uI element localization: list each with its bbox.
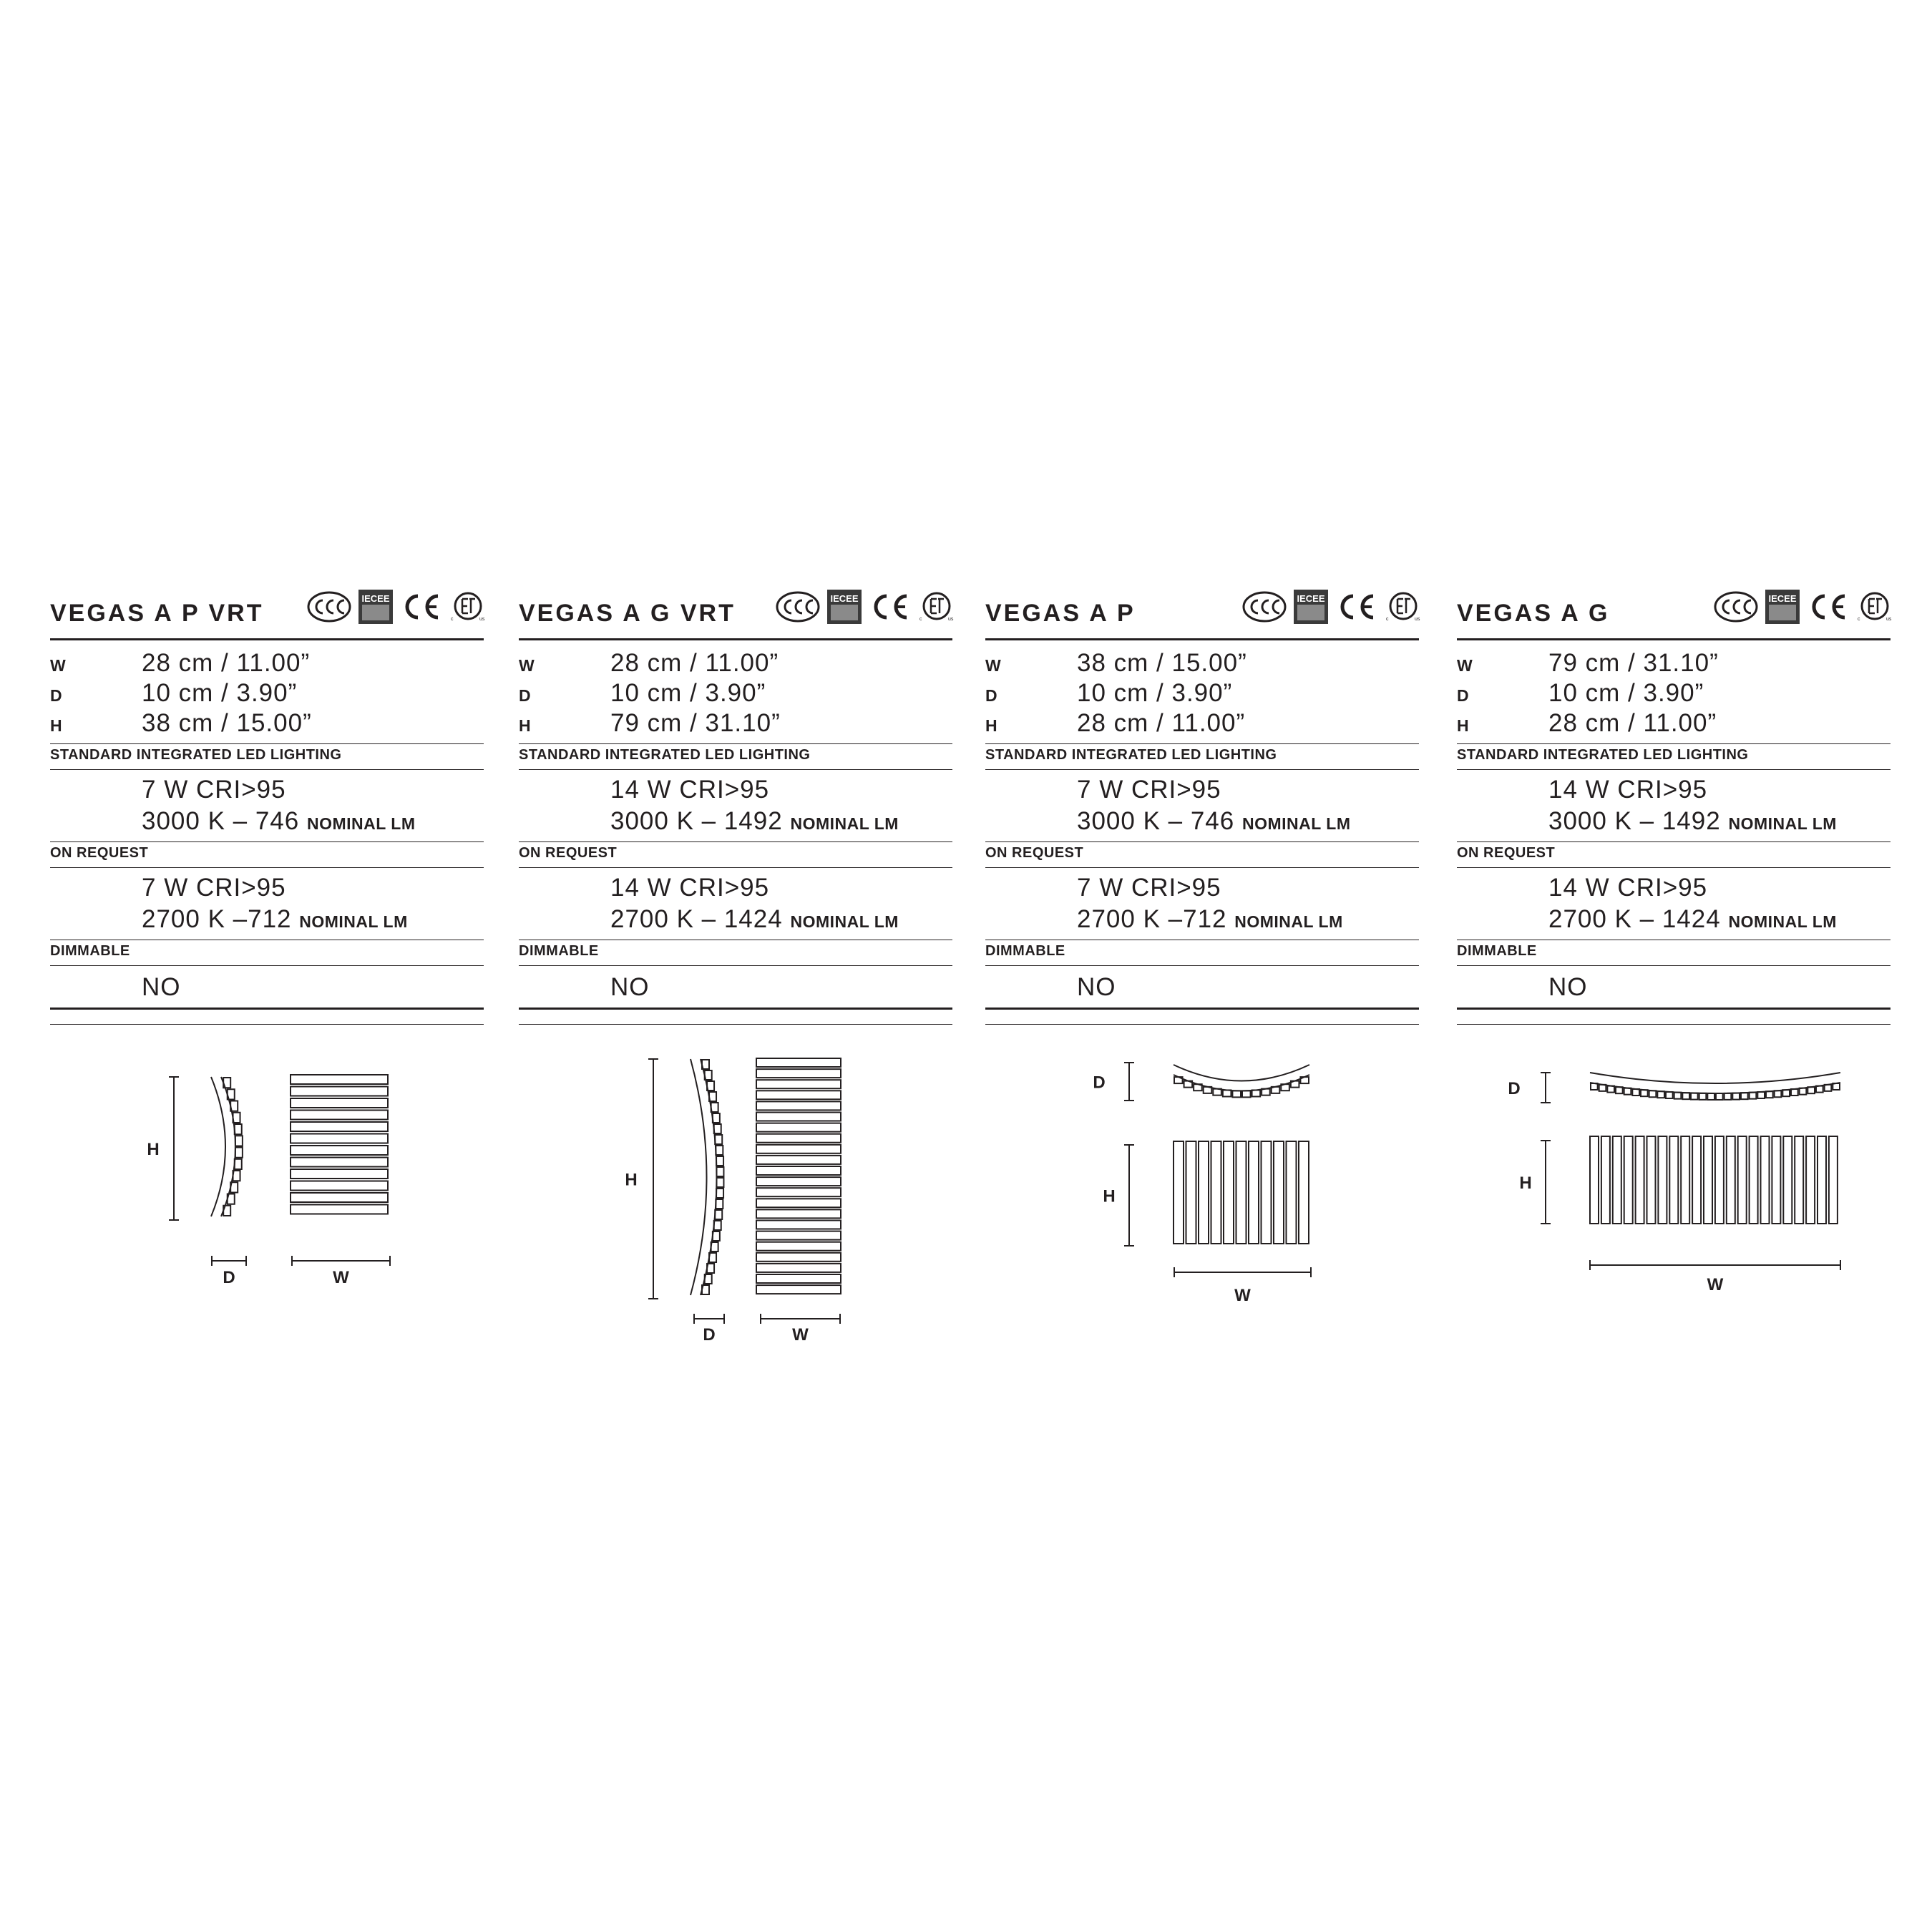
slat: [291, 1087, 388, 1096]
dimension-width: W 79 cm / 31.10”: [1457, 649, 1719, 677]
profile-slat: [235, 1148, 243, 1158]
dimension-label-w: W: [792, 1325, 809, 1345]
profile-slat: [716, 1156, 723, 1166]
lumen-unit: NOMINAL LM: [1728, 912, 1837, 931]
slat: [756, 1069, 841, 1078]
slat: [756, 1199, 841, 1207]
dimension-depth: D 10 cm / 3.90”: [50, 679, 298, 707]
slat: [291, 1169, 388, 1179]
profile-slat: [1707, 1093, 1714, 1100]
slat: [756, 1242, 841, 1251]
profile-slat: [1716, 1093, 1723, 1100]
profile-slat: [1242, 1091, 1251, 1097]
dimension-label-d: D: [703, 1325, 716, 1345]
section-label-dimmable: DIMMABLE: [985, 943, 1065, 959]
dimension-height: H 28 cm / 11.00”: [1457, 709, 1717, 737]
request-power: 14 W CRI>95: [1548, 874, 1708, 902]
drawing-vegas-a-g-vrt: [625, 1058, 841, 1345]
svg-text:c: c: [451, 617, 454, 622]
slat: [756, 1221, 841, 1229]
lumen-unit: NOMINAL LM: [1234, 912, 1343, 931]
dimension-label-d: D: [1508, 1079, 1521, 1098]
standard-power: 7 W CRI>95: [1077, 776, 1221, 804]
drawing-vegas-a-g: [1508, 1073, 1840, 1294]
profile-back: [1174, 1065, 1309, 1081]
profile-slat: [1757, 1092, 1765, 1098]
profile-slat: [1674, 1093, 1682, 1099]
slat: [1681, 1136, 1689, 1224]
dimension-label-h: H: [1103, 1186, 1116, 1206]
slat: [1236, 1141, 1246, 1244]
slat: [1772, 1136, 1780, 1224]
slat: [756, 1101, 841, 1110]
profile-back: [691, 1059, 707, 1295]
standard-flux: 3000 K – 746: [1077, 807, 1235, 835]
slat: [756, 1156, 841, 1164]
dimension-label-h: H: [147, 1140, 160, 1159]
profile-slat: [1699, 1093, 1707, 1100]
dimension-label-w: W: [1707, 1275, 1724, 1294]
slat: [1636, 1136, 1644, 1224]
slat: [291, 1158, 388, 1167]
dimension-depth: D 10 cm / 3.90”: [985, 679, 1233, 707]
slat: [1274, 1141, 1284, 1244]
drawing-vegas-a-p: [1093, 1063, 1311, 1305]
slat: [1299, 1141, 1309, 1244]
slat: [1669, 1136, 1678, 1224]
slat: [1818, 1136, 1826, 1224]
slat: [756, 1209, 841, 1218]
slat: [1174, 1141, 1184, 1244]
lumen-unit: NOMINAL LM: [299, 912, 408, 931]
slat: [756, 1145, 841, 1153]
request-power: 7 W CRI>95: [1077, 874, 1221, 902]
standard-flux: 3000 K – 1492: [1548, 807, 1721, 835]
slat: [756, 1231, 841, 1240]
profile-slat: [716, 1189, 723, 1198]
slat: [291, 1098, 388, 1108]
profile-slat: [1741, 1093, 1748, 1099]
request-flux: 2700 K – 1424: [610, 905, 783, 933]
profile-slat: [1682, 1093, 1689, 1099]
dimension-width: W 38 cm / 15.00”: [985, 649, 1247, 677]
section-label-standard: STANDARD INTEGRATED LED LIGHTING: [50, 747, 342, 763]
profile-slat: [1724, 1093, 1732, 1100]
svg-text:us: us: [479, 617, 485, 622]
slat: [756, 1264, 841, 1272]
dimmable-value: NO: [1548, 973, 1588, 1001]
lumen-unit: NOMINAL LM: [790, 814, 899, 833]
dimension-height: H 38 cm / 15.00”: [50, 709, 312, 737]
svg-text:us: us: [948, 617, 954, 622]
profile-slat: [1750, 1093, 1757, 1099]
slat: [1211, 1141, 1221, 1244]
slat: [1704, 1136, 1712, 1224]
profile-back: [1590, 1073, 1840, 1083]
slat: [1692, 1136, 1701, 1224]
slat: [756, 1177, 841, 1186]
drawing-vegas-a-p-vrt: [147, 1075, 390, 1287]
standard-flux: 3000 K – 746: [142, 807, 300, 835]
request-flux: 2700 K –712: [142, 905, 292, 933]
product-title: VEGAS A P VRT: [50, 600, 264, 627]
dimension-label-h: H: [625, 1170, 638, 1190]
slat: [1829, 1136, 1838, 1224]
svg-text:IECEE: IECEE: [1297, 593, 1325, 604]
svg-text:c: c: [1386, 617, 1389, 622]
slat: [1249, 1141, 1259, 1244]
slat: [291, 1134, 388, 1143]
section-label-on-request: ON REQUEST: [985, 845, 1084, 861]
profile-slat: [1666, 1092, 1673, 1098]
request-power: 14 W CRI>95: [610, 874, 770, 902]
slat: [1199, 1141, 1209, 1244]
slat: [756, 1274, 841, 1283]
section-label-dimmable: DIMMABLE: [50, 943, 130, 959]
profile-slat: [716, 1146, 723, 1155]
svg-text:IECEE: IECEE: [830, 593, 859, 604]
dimension-width: W 28 cm / 11.00”: [50, 649, 311, 677]
slat: [291, 1193, 388, 1202]
dimmable-value: NO: [1077, 973, 1116, 1001]
dimension-width: W 28 cm / 11.00”: [519, 649, 779, 677]
slat: [756, 1166, 841, 1175]
standard-power: 14 W CRI>95: [610, 776, 770, 804]
slat: [756, 1134, 841, 1143]
profile-slat: [1691, 1093, 1698, 1100]
profile-slat: [235, 1124, 242, 1134]
slat: [1727, 1136, 1735, 1224]
slat: [1761, 1136, 1770, 1224]
slat: [1186, 1141, 1196, 1244]
dimmable-value: NO: [610, 973, 650, 1001]
profile-slat: [1649, 1091, 1657, 1097]
profile-slat: [714, 1221, 721, 1230]
slat: [1224, 1141, 1234, 1244]
profile-slat: [716, 1199, 723, 1209]
slat: [756, 1091, 841, 1099]
profile-slat: [1782, 1090, 1790, 1096]
svg-text:IECEE: IECEE: [1768, 593, 1797, 604]
product-title: VEGAS A P: [985, 600, 1136, 627]
profile-slat: [716, 1178, 723, 1187]
slat: [756, 1253, 841, 1262]
svg-text:us: us: [1886, 617, 1892, 622]
dimension-label-d: D: [1093, 1073, 1106, 1093]
dimmable-value: NO: [142, 973, 181, 1001]
slat: [756, 1285, 841, 1294]
slat: [1795, 1136, 1803, 1224]
svg-text:c: c: [1858, 617, 1860, 622]
dimension-label-w: W: [1234, 1286, 1251, 1305]
section-label-standard: STANDARD INTEGRATED LED LIGHTING: [1457, 747, 1749, 763]
dimension-depth: D 10 cm / 3.90”: [519, 679, 766, 707]
slat: [1613, 1136, 1621, 1224]
slat: [756, 1080, 841, 1088]
dimension-depth: D 10 cm / 3.90”: [1457, 679, 1704, 707]
slat: [756, 1123, 841, 1132]
slat: [1806, 1136, 1815, 1224]
lumen-unit: NOMINAL LM: [790, 912, 899, 931]
lumen-unit: NOMINAL LM: [306, 814, 416, 833]
product-title: VEGAS A G: [1457, 600, 1610, 627]
slat: [1715, 1136, 1724, 1224]
request-power: 7 W CRI>95: [142, 874, 286, 902]
profile-slat: [1232, 1091, 1241, 1097]
slat: [291, 1111, 388, 1120]
slat: [1750, 1136, 1758, 1224]
dimension-label-w: W: [333, 1268, 349, 1287]
slat: [756, 1188, 841, 1196]
section-label-on-request: ON REQUEST: [50, 845, 149, 861]
profile-front: [221, 1077, 235, 1216]
lumen-unit: NOMINAL LM: [1241, 814, 1351, 833]
dimension-height: H 28 cm / 11.00”: [985, 709, 1246, 737]
profile-slat: [714, 1124, 721, 1133]
profile-slat: [1775, 1091, 1782, 1097]
dimension-label-d: D: [223, 1268, 235, 1287]
slat: [291, 1181, 388, 1191]
section-label-dimmable: DIMMABLE: [1457, 943, 1537, 959]
section-label-on-request: ON REQUEST: [519, 845, 618, 861]
section-label-dimmable: DIMMABLE: [519, 943, 599, 959]
profile-slat: [235, 1136, 243, 1146]
profile-slat: [1657, 1091, 1664, 1098]
slat: [291, 1205, 388, 1214]
section-label-standard: STANDARD INTEGRATED LED LIGHTING: [519, 747, 811, 763]
request-flux: 2700 K –712: [1077, 905, 1227, 933]
profile-slat: [716, 1167, 723, 1176]
lumen-unit: NOMINAL LM: [1728, 814, 1837, 833]
profile-slat: [1766, 1091, 1773, 1098]
slat: [291, 1075, 388, 1084]
slat: [1262, 1141, 1272, 1244]
standard-flux: 3000 K – 1492: [610, 807, 783, 835]
slat: [1590, 1136, 1599, 1224]
standard-power: 7 W CRI>95: [142, 776, 286, 804]
svg-text:IECEE: IECEE: [361, 593, 390, 604]
slat: [756, 1113, 841, 1121]
profile-slat: [715, 1135, 722, 1144]
slat: [1783, 1136, 1792, 1224]
request-flux: 2700 K – 1424: [1548, 905, 1721, 933]
section-label-standard: STANDARD INTEGRATED LED LIGHTING: [985, 747, 1277, 763]
svg-text:us: us: [1415, 617, 1420, 622]
slat: [1287, 1141, 1297, 1244]
profile-slat: [715, 1210, 722, 1219]
profile-slat: [1732, 1093, 1740, 1100]
svg-text:c: c: [919, 617, 922, 622]
slat: [1658, 1136, 1667, 1224]
slat: [1601, 1136, 1610, 1224]
dimension-height: H 79 cm / 31.10”: [519, 709, 781, 737]
dimension-label-h: H: [1519, 1174, 1532, 1193]
slat: [756, 1058, 841, 1067]
profile-slat: [235, 1159, 242, 1169]
slat: [291, 1122, 388, 1131]
slat: [1738, 1136, 1747, 1224]
section-label-on-request: ON REQUEST: [1457, 845, 1556, 861]
slat: [1624, 1136, 1633, 1224]
product-title: VEGAS A G VRT: [519, 600, 736, 627]
slat: [1647, 1136, 1656, 1224]
profile-slat: [1641, 1090, 1648, 1096]
slat: [291, 1146, 388, 1155]
profile-back: [211, 1077, 225, 1216]
standard-power: 14 W CRI>95: [1548, 776, 1708, 804]
